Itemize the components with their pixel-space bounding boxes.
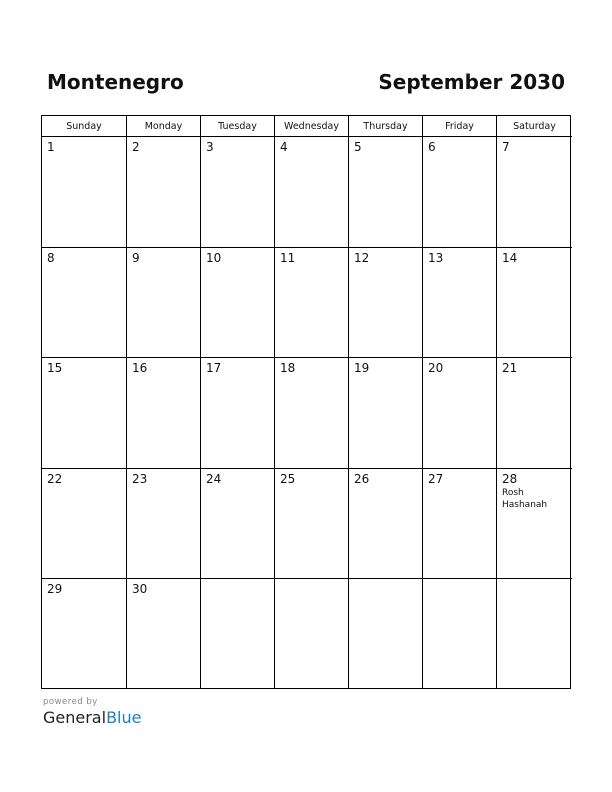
day-cell: [497, 358, 572, 469]
weekday-header-monday: Monday: [127, 116, 201, 137]
day-cell: [349, 248, 423, 358]
weekday-header-friday: Friday: [423, 116, 497, 137]
day-cell: [423, 469, 497, 579]
holiday-label: Rosh Hashanah: [502, 488, 548, 510]
day-number: 25: [280, 472, 296, 486]
weekday-header-wednesday: Wednesday: [275, 116, 349, 137]
day-number: 26: [354, 472, 370, 486]
day-number: 3: [206, 140, 214, 154]
day-cell: [275, 248, 349, 358]
day-cell: [127, 358, 201, 469]
day-cell: [42, 358, 127, 469]
day-number: 19: [354, 361, 370, 375]
day-number: 4: [280, 140, 288, 154]
day-number: 2: [132, 140, 140, 154]
day-cell: [201, 137, 275, 248]
weekday-header-sunday: Sunday: [42, 116, 127, 137]
day-number: 21: [502, 361, 518, 375]
day-cell: [275, 469, 349, 579]
day-cell: [497, 469, 572, 579]
weekday-header-tuesday: Tuesday: [201, 116, 275, 137]
day-number: 16: [132, 361, 148, 375]
weekday-header-saturday: Saturday: [497, 116, 572, 137]
day-number: 18: [280, 361, 296, 375]
day-cell: [127, 579, 201, 688]
day-cell: [127, 469, 201, 579]
weekday-header-thursday: Thursday: [349, 116, 423, 137]
day-cell: [42, 137, 127, 248]
day-number: 13: [428, 251, 444, 265]
day-number: 14: [502, 251, 518, 265]
country-title: Montenegro: [47, 70, 184, 94]
day-cell: [275, 358, 349, 469]
day-cell: [349, 358, 423, 469]
brand-general-text: General: [43, 708, 107, 727]
day-number: 20: [428, 361, 444, 375]
generalblue-logo[interactable]: [43, 708, 141, 727]
footer-branding: [43, 697, 141, 727]
day-number: 11: [280, 251, 296, 265]
day-cell: [497, 579, 572, 688]
day-cell: [423, 248, 497, 358]
day-cell: [127, 248, 201, 358]
day-cell: [42, 469, 127, 579]
day-number: 15: [47, 361, 63, 375]
day-number: 27: [428, 472, 444, 486]
day-number: 1: [47, 140, 55, 154]
brand-blue-text: Blue: [106, 708, 142, 727]
day-cell: [497, 248, 572, 358]
month-year-title: September 2030: [378, 70, 565, 94]
day-cell: [423, 579, 497, 688]
day-cell: [423, 358, 497, 469]
day-cell: [423, 137, 497, 248]
day-cell: [127, 137, 201, 248]
day-cell: [349, 469, 423, 579]
day-cell: [201, 579, 275, 688]
calendar-grid: [41, 115, 571, 689]
day-number: 22: [47, 472, 63, 486]
day-number: 12: [354, 251, 370, 265]
day-cell: [349, 579, 423, 688]
day-cell: [349, 137, 423, 248]
day-cell: [275, 579, 349, 688]
day-number: 29: [47, 582, 63, 596]
day-cell: [201, 358, 275, 469]
powered-by-text: powered by: [43, 697, 98, 707]
day-number: 28: [502, 472, 518, 486]
day-number: 8: [47, 251, 55, 265]
day-cell: [42, 248, 127, 358]
day-number: 7: [502, 140, 510, 154]
day-number: 5: [354, 140, 362, 154]
day-number: 23: [132, 472, 148, 486]
day-cell: [497, 137, 572, 248]
day-number: 9: [132, 251, 140, 265]
day-number: 24: [206, 472, 222, 486]
day-cell: [201, 469, 275, 579]
day-number: 6: [428, 140, 436, 154]
day-number: 17: [206, 361, 222, 375]
day-cell: [42, 579, 127, 688]
day-cell: [275, 137, 349, 248]
day-number: 30: [132, 582, 148, 596]
day-number: 10: [206, 251, 222, 265]
day-cell: [201, 248, 275, 358]
